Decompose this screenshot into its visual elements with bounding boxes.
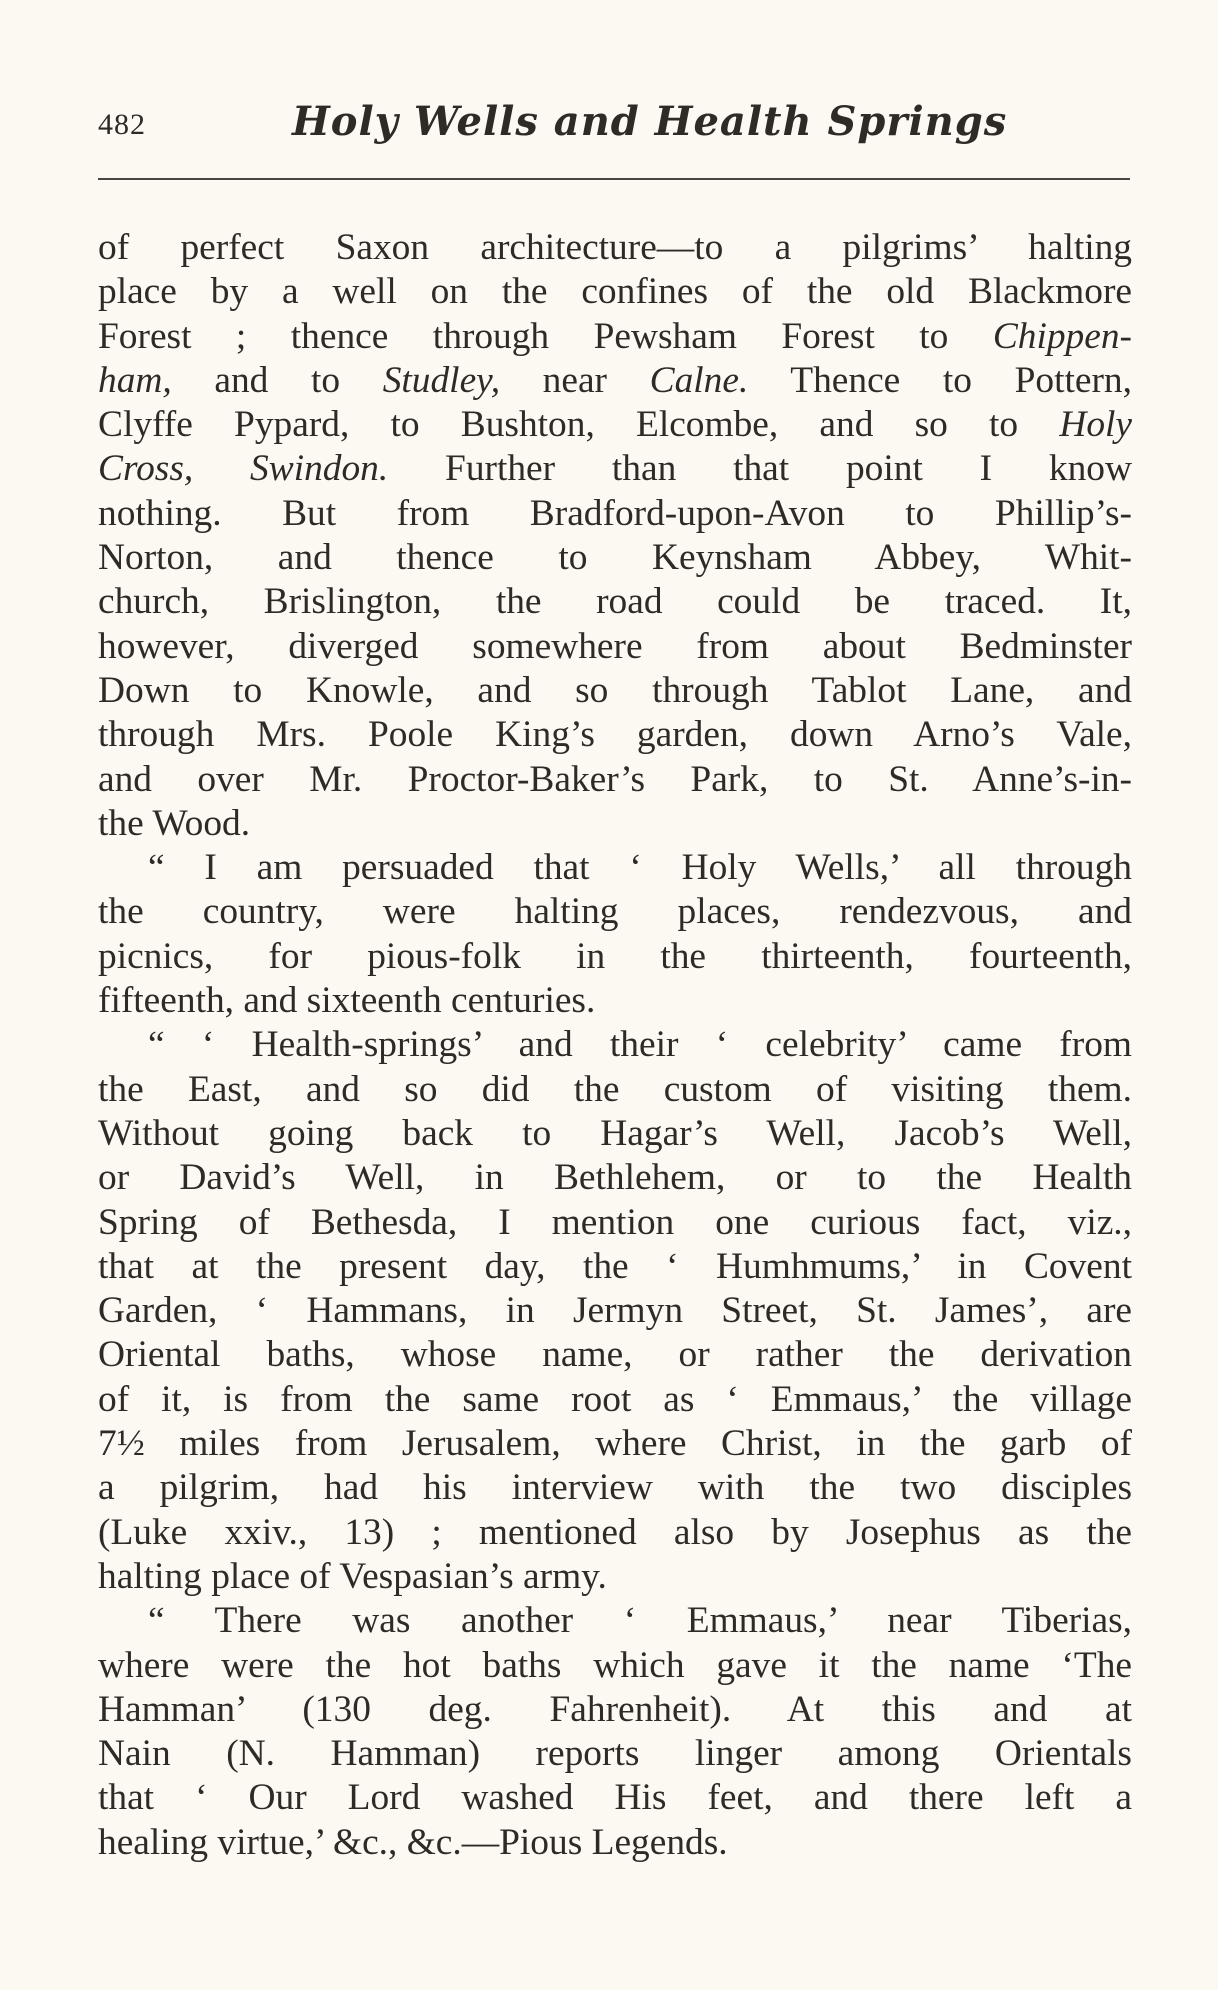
body-text	[98, 226, 1132, 1865]
text-line: where were the hot baths which gave it the name ‘The	[98, 1644, 1132, 1686]
text-line: through Mrs. Poole King’s garden, down Arno’s Vale,	[98, 714, 1132, 756]
text-line: Norton, and thence to Keynsham Abbey, Whit-	[98, 537, 1132, 579]
text-line: (Luke xxiv., 13) ; mentioned also by Josephus as the	[98, 1511, 1132, 1553]
text-line: Hamman’ (130 deg. Fahrenheit). At this and at	[98, 1688, 1132, 1730]
italic-text: Holy	[1059, 404, 1132, 446]
text-line: that ‘ Our Lord washed His feet, and there left a	[98, 1777, 1132, 1819]
text-line: “ I am persuaded that ‘ Holy Wells,’ all through	[148, 847, 1132, 889]
text-line: church, Brislington, the road could be traced. It,	[98, 581, 1132, 623]
text-line: picnics, for pious-folk in the thirteenth, fourteenth,	[98, 935, 1132, 977]
text-line: “ There was another ‘ Emmaus,’ near Tiberias,	[148, 1600, 1132, 1642]
text-line: and over Mr. Proctor-Baker’s Park, to St. Anne’s-in-	[98, 758, 1132, 800]
italic-text: Calne.	[649, 359, 749, 401]
text-line: Nain (N. Hamman) reports linger among Orientals	[98, 1733, 1132, 1775]
page-header	[98, 98, 1128, 158]
text-line: 7½ miles from Jerusalem, where Christ, in the garb of	[98, 1423, 1132, 1465]
text-line: of perfect Saxon architecture—to a pilgrims’ halting	[98, 227, 1132, 268]
text-line: Cross, Swindon. Further than that point I know	[98, 448, 1132, 490]
text-line: Down to Knowle, and so through Tablot Lane, and	[98, 669, 1132, 711]
running-title: Holy Wells and Health Springs	[292, 98, 1008, 145]
text-line: halting place of Vespasian’s army.	[98, 1555, 607, 1597]
text-line: Without going back to Hagar’s Well, Jacob’s Well,	[98, 1112, 1132, 1154]
text-line: healing virtue,’ &c., &c.—Pious Legends.	[98, 1821, 728, 1863]
text-line: or David’s Well, in Bethlehem, or to the Health	[98, 1157, 1132, 1199]
page-number: 482	[98, 108, 146, 141]
italic-text: ham,	[98, 359, 172, 401]
text-line: the East, and so did the custom of visiting them.	[98, 1068, 1132, 1110]
text-line: ham, and to Studley, near Calne. Thence to Pottern,	[98, 359, 1132, 401]
header-rule	[98, 178, 1130, 180]
text-line: the Wood.	[98, 802, 251, 844]
text-line: Clyffe Pypard, to Bushton, Elcombe, and so to Holy	[98, 404, 1132, 446]
text-line: Oriental baths, whose name, or rather the derivation	[98, 1334, 1132, 1376]
italic-text: Chippen-	[992, 315, 1132, 357]
italic-text: Cross, Swindon.	[98, 448, 389, 490]
text-line: however, diverged somewhere from about Bedminster	[98, 625, 1132, 667]
text-line: Forest ; thence through Pewsham Forest to Chippen-	[98, 315, 1132, 357]
text-line: Garden, ‘ Hammans, in Jermyn Street, St. James’, are	[98, 1290, 1132, 1332]
text-line: that at the present day, the ‘ Humhmums,’ in Covent	[98, 1245, 1132, 1287]
text-line: the country, were halting places, rendezvous, and	[98, 891, 1132, 933]
text-line: fifteenth, and sixteenth centuries.	[98, 980, 596, 1022]
text-line: Spring of Bethesda, I mention one curious fact, viz.,	[98, 1201, 1132, 1243]
italic-text: Studley,	[382, 359, 501, 401]
text-line: place by a well on the confines of the old Blackmore	[98, 271, 1132, 313]
text-line: “ ‘ Health-springs’ and their ‘ celebrity’ came from	[148, 1024, 1132, 1066]
text-line: of it, is from the same root as ‘ Emmaus,’ the village	[98, 1378, 1132, 1420]
text-line: a pilgrim, had his interview with the two disciples	[98, 1467, 1132, 1509]
text-line: nothing. But from Bradford-upon-Avon to Phillip’s-	[98, 492, 1132, 534]
